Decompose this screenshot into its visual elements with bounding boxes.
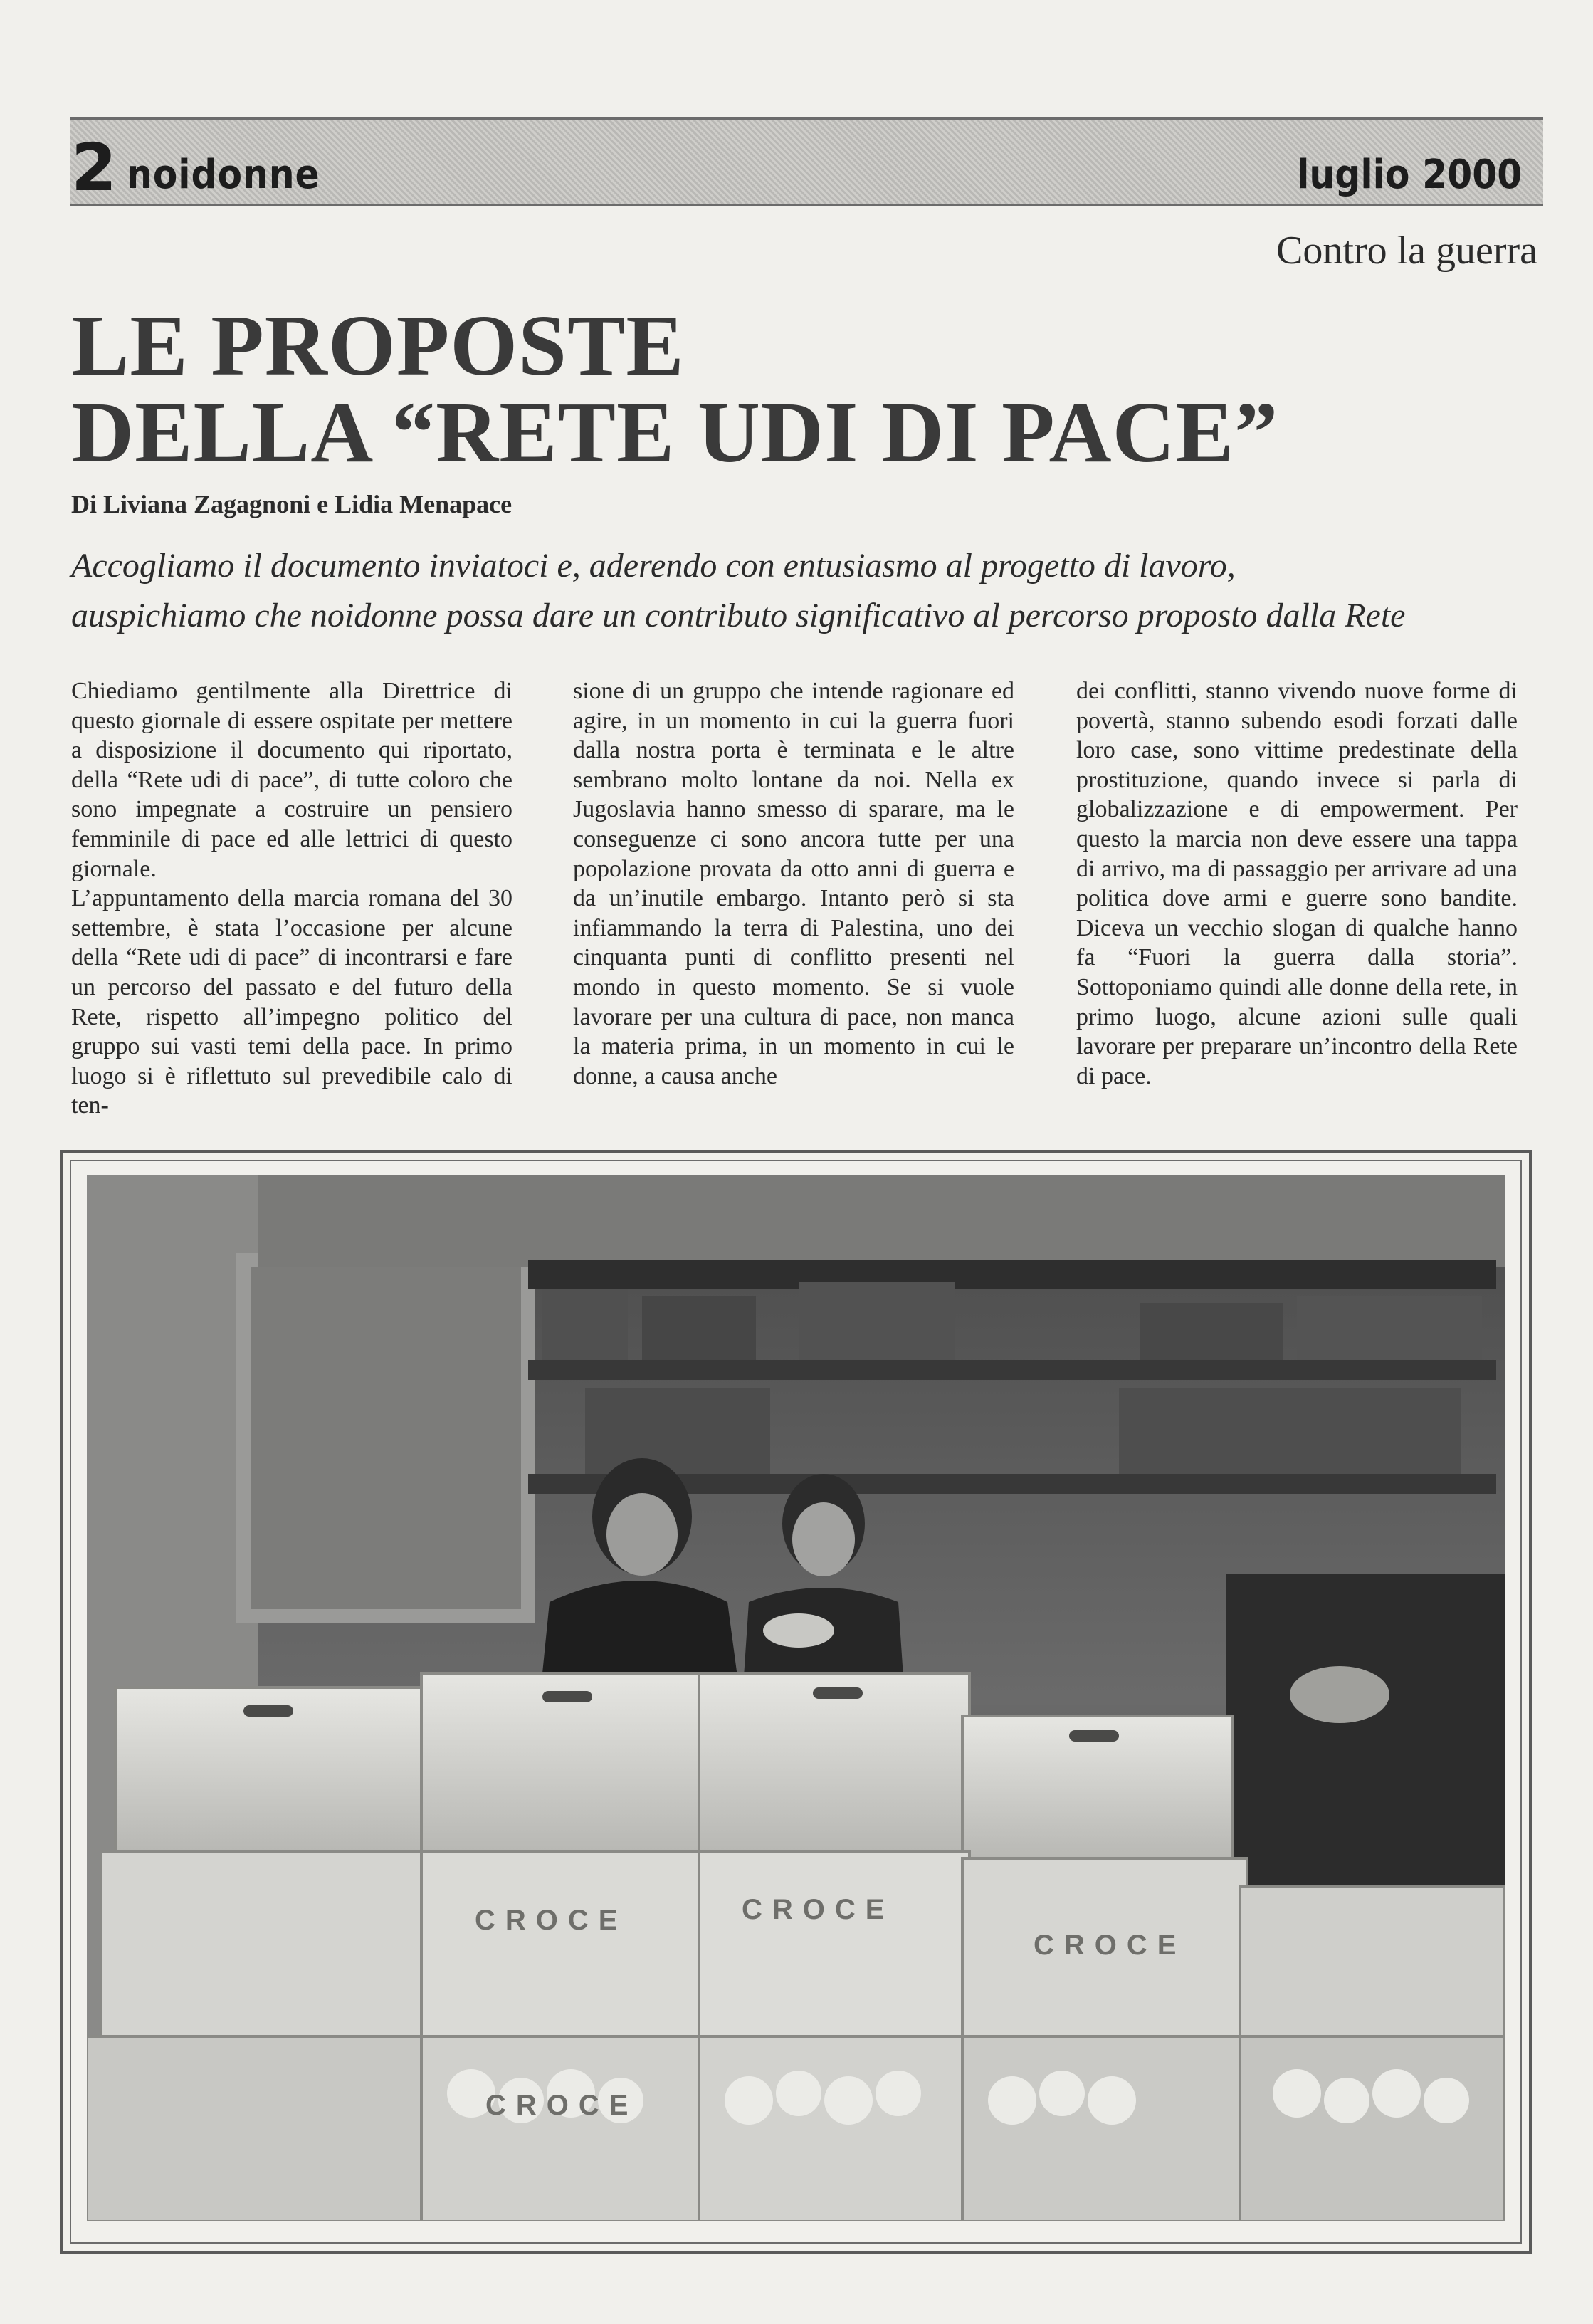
article-paragraph: L’appuntamento della marcia romana del 30 settembre, è stata l’occasione per alcune della “Rete udi di pace” di incontrarsi e fare un percorso del passato e del futuro della Rete, rispetto all’impegno politico del gruppo sui vasti temi della pace. In primo luogo si è riflettuto sul prevedibile calo di ten-	[71, 885, 512, 1119]
box-label: CROCE	[475, 1905, 628, 1936]
article-column-3	[1076, 676, 1518, 1091]
box-label: CROCE	[485, 2090, 638, 2121]
article-column-2	[573, 676, 1014, 1091]
article-paragraph: Chiediamo gentilmente alla Direttrice di questo giornale di essere ospitate per mettere a disposizione il documento qui riportato, della “Rete udi di pace”, di tutte coloro che sono impegnate a costruire un pensiero femminile di pace ed alle lettrici di questo giornale.	[71, 678, 512, 882]
headline-line-2: DELLA “RETE UDI DI PACE”	[71, 384, 1279, 481]
issue-date: luglio 2000	[1296, 152, 1522, 198]
headline-line-1: LE PROPOSTE	[71, 298, 685, 394]
lead-line-1: Accogliamo il documento inviatoci e, aderendo con entusiasmo al progetto di lavoro,	[71, 547, 1236, 585]
section-label: Contro la guerra	[1276, 229, 1537, 273]
box-label: CROCE	[742, 1894, 895, 1925]
page-number: 2	[71, 130, 117, 206]
article-column-1	[71, 676, 512, 1121]
magazine-name: noidonne	[127, 152, 320, 198]
article-paragraph: dei conflitti, stanno vivendo nuove forme di povertà, stanno subendo esodi forzati dalle loro case, sono vittime predestinate della prostituzione, quando invece si parla di globalizzazione e di empowerment. Per questo la marcia non deve essere una tappa di arrivo, ma di passaggio per arrivare ad una politica dove armi e guerre sono bandite. Diceva un vecchio slogan di qualche hanno fa “Fuori la guerra dalla storia”. Sottoponiamo quindi alle donne della rete, in primo luogo, alcune azioni sulle quali lavorare per preparare un’incontro della Rete di pace.	[1076, 678, 1518, 1089]
article-photo	[87, 1175, 1505, 2221]
article-paragraph: sione di un gruppo che intende ragionare ed agire, in un momento in cui la guerra fuori dalla nostra porta è terminata e le altre sembrano molto lontane da noi. Nella ex Jugoslavia hanno smesso di sparare, ma le conseguenze ci sono ancora tutte per una popolazione provata da otto anni di guerra e da un’inutile embargo. Intanto però si sta infiammando la terra di Palestina, uno dei cinquanta punti di conflitto presenti nel mondo in questo momento. Se si vuole lavorare per una cultura di pace, non manca la materia prima, in un momento in cui le donne, a causa anche	[573, 678, 1014, 1089]
lead-paragraph	[71, 541, 1523, 641]
box-label: CROCE	[1034, 1930, 1187, 1961]
article-body	[71, 676, 1523, 1132]
photo-illustration	[87, 1175, 1505, 2221]
byline: Di Liviana Zagagnoni e Lidia Menapace	[71, 490, 512, 518]
headline	[71, 298, 1495, 481]
lead-line-2: auspichiamo che noidonne possa dare un contributo significativo al percorso proposto dalla Rete	[71, 597, 1406, 634]
